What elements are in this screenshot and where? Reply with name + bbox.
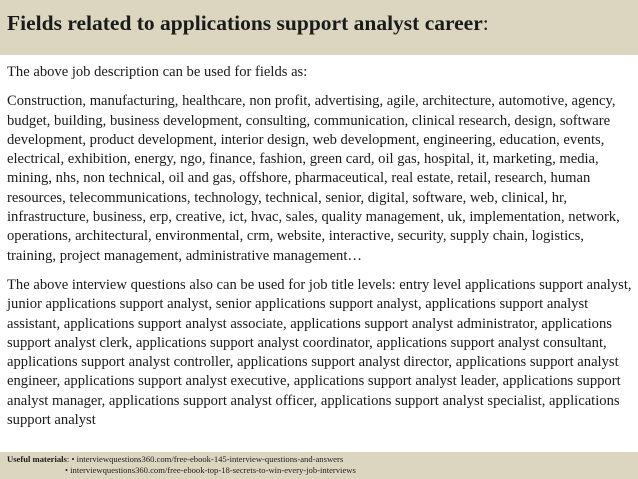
title-colon: :: [482, 11, 489, 35]
footer-bar: [0, 452, 638, 479]
levels-paragraph: The above interview questions also can be used for job title levels: entry level applications support analyst, junior applications support analyst, senior applications support analyst, applications support analyst assistant, applications support analyst associate, applications support analyst administrator, applications support analyst clerk, applications support analyst coordinator, applications support analyst consultant, applications support analyst controller, applications support analyst director, applications support analyst engineer, applications support analyst executive, applications support analyst leader, applications support analyst manager, applications support analyst officer, applications support analyst specialist, applications support analyst: [7, 276, 632, 429]
footer-row-2: [7, 465, 638, 476]
slide-title: Fields related to applications support analyst career: [7, 11, 483, 35]
footer-row-1: [7, 454, 638, 465]
fields-paragraph: Construction, manufacturing, healthcare, non profit, advertising, agile, architecture, automotive, agency, budget, building, business development, consulting, communication, clinical research, design, software development, product development, interior design, web development, engineering, education, events, electrical, exhibition, energy, ngo, finance, fashion, green card, oil gas, hospital, it, marketing, media, mining, nhs, non technical, oil and gas, offshore, pharmaceutical, real estate, retail, research, human resources, telecommunications, technology, technical, senior, digital, software, web, clinical, hr, infrastructure, business, erp, creative, ict, hvac, sales, quality management, uk, implementation, network, operations, architectural, environmental, crm, website, interactive, security, supply chain, logistics, training, project management, administrative management…: [7, 93, 620, 264]
footer-separator: :: [66, 454, 72, 464]
title-bar: [0, 0, 638, 55]
slide-content: [7, 63, 635, 430]
intro-text: The above job description can be used for fields as:: [7, 64, 308, 80]
footer-link-2[interactable]: • interviewquestions360.com/free-ebook-top-18-secrets-to-win-every-job-interviews: [65, 465, 356, 475]
footer-link-1[interactable]: • interviewquestions360.com/free-ebook-145-interview-questions-and-answers: [71, 454, 344, 464]
footer-label: Useful materials: [7, 454, 67, 464]
